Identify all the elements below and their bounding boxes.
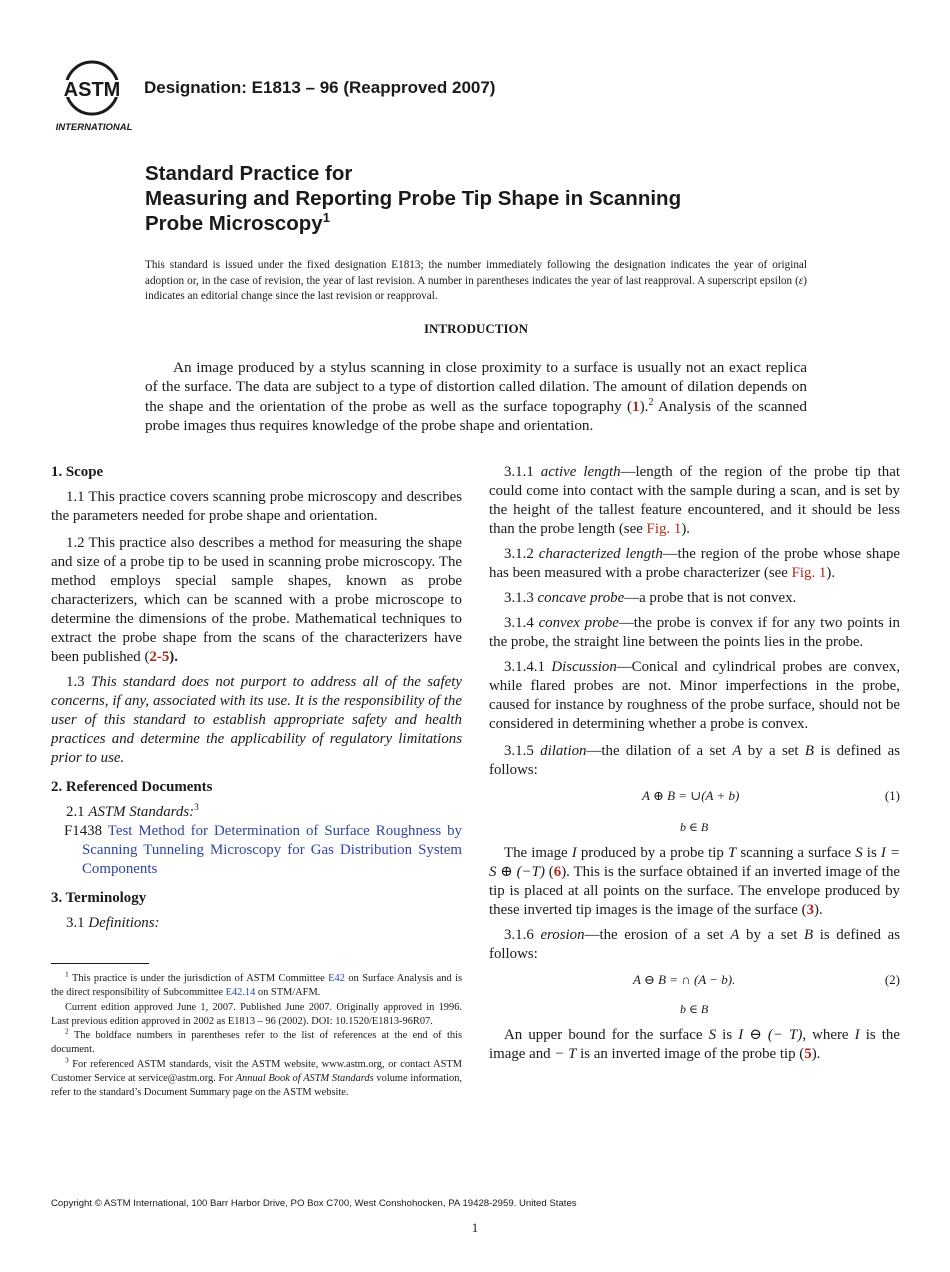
subcommittee-e42-14-link[interactable]: E42.14 [225, 987, 256, 999]
image-var-i: I [571, 845, 577, 861]
upper-a: An upper bound for the surface [504, 1027, 709, 1043]
def-3-1-5-term: dilation [540, 743, 587, 759]
def-erosion [489, 926, 900, 964]
upper-var-t: − T [554, 1046, 577, 1062]
image-definition [489, 844, 900, 920]
issuance-note [145, 258, 807, 305]
def-3-1-5-b: by a set [741, 743, 805, 759]
title-line-3-text: Probe Microscopy [145, 212, 323, 235]
image-p-f: ). This is the surface obtained if an inverted image of the tip is placed at all points on the surface. The envelope produced by these inverted tip images is the image of the surface ( [489, 864, 900, 918]
ref-6-link[interactable]: 6 [553, 864, 562, 880]
doc-title-link[interactable]: Test Method for Determination of Surface Roughness by Scanning Tunneling Microscopy for Gas Distribution System Components [82, 823, 462, 877]
equation-2-number: (2) [884, 972, 900, 987]
def-3-1-2-term: characterized length [538, 546, 663, 562]
def-3-1-4-1-term: Discussion [551, 659, 617, 675]
image-p-c: scanning a surface [736, 845, 856, 861]
footnote-3-mark: 3 [65, 1055, 69, 1065]
term-3-1 [51, 914, 462, 933]
logo-sub-text: INTERNATIONAL [55, 122, 133, 133]
scope-1-3-text: This standard does not purport to address all of the safety concerns, if any, associated with its use. It is the responsibility of the user of this standard to establish appropriate safety and health practices and determine the applicability of regulatory limitations prior to use. [51, 674, 462, 766]
image-p-b: produced by a probe tip [576, 845, 728, 861]
equation-1-sub-text: b ∈ B [680, 820, 709, 834]
left-column [51, 463, 462, 933]
issuance-pre: This standard is issued under the fixed designation E1813; the number immediately following the designation indicates the year of original adoption or, in the case of revision, the year of last revision. A number in parentheses indicates the year of last reapproval. A superscript epsilon ( [145, 259, 807, 287]
equation-2-expr: A ⊖ B = ∩ (A − b). [633, 972, 736, 987]
def-3-1-1-end: ). [681, 521, 690, 537]
astm-logo-mark [52, 58, 136, 134]
page-number: 1 [471, 1220, 479, 1235]
image-p-g: ). [814, 902, 823, 918]
footnotes [51, 969, 462, 1101]
scope-1-1: 1.1 This practice covers scanning probe microscopy and describes the parameters needed for probe shape and orientation. [51, 489, 462, 524]
def-3-1-6-term: erosion [540, 927, 585, 943]
upper-var-s: S [708, 1027, 717, 1043]
scope-1-2-num: 1.2 [66, 535, 85, 551]
def-3-1-1-term: active length [540, 464, 621, 480]
title-line-1: Standard Practice for [145, 162, 353, 185]
title-line-3 [145, 211, 865, 236]
upper-b: is [716, 1027, 739, 1043]
scope-ref-2-5[interactable]: 2-5 [149, 649, 170, 665]
document-title [145, 161, 865, 236]
upper-c: , where [802, 1027, 855, 1043]
def-3-1-5-c: is defined as follows: [489, 743, 901, 778]
def-3-1-5-a: —the dilation of a set [586, 743, 733, 759]
intro-ref-close: ). [639, 397, 649, 415]
image-var-s: S [855, 845, 863, 861]
referenced-doc-f1438 [51, 822, 462, 879]
ref-2-1 [51, 803, 462, 822]
image-formula: I = S ⊕ (−T) [489, 845, 900, 880]
footnote-1-b: on Surface Analysis and is the direct responsibility of Subcommittee [51, 973, 462, 999]
scope-1-2-text: This practice also describes a method for measuring the shape and size of a probe tip to be used in scanning probe microscopy. The method employs special sample shapes, known as probe characterizers, which can be scanned with a probe microscope to determine the dimensions of the probe. Mathematical techniques to extract the probe shape from the scans of the characterizers have been published ( [51, 535, 462, 665]
scope-1-2 [51, 534, 462, 667]
upper-var-i: I [854, 1027, 860, 1043]
scope-ref-close: ). [169, 649, 178, 665]
footnote-rule [51, 963, 149, 964]
image-p-e: ( [544, 864, 554, 880]
equation-1 [489, 784, 900, 806]
def-3-1-3-num: 3.1.3 [504, 590, 534, 606]
footnote-2 [51, 1026, 462, 1058]
def-characterized-length [489, 545, 900, 583]
def-3-1-5-num: 3.1.5 [504, 743, 534, 759]
ref-3-link[interactable]: 3 [806, 902, 815, 918]
ref-2-1-num: 2.1 [66, 804, 85, 820]
footnote-1-c: on STM/AFM. [255, 987, 321, 999]
equation-2-subscript [489, 996, 900, 1018]
def-3-1-4-num: 3.1.4 [504, 615, 534, 631]
def-active-length [489, 463, 900, 539]
upper-bound-text [489, 1026, 900, 1064]
logo-main-text: ASTM [63, 79, 121, 101]
scope-1-3-num: 1.3 [66, 674, 85, 690]
def-3-1-6-a: —the erosion of a set [584, 927, 731, 943]
referenced-documents-heading: 2. Referenced Documents [51, 779, 213, 795]
def-3-1-4-1-num: 3.1.4.1 [504, 659, 545, 675]
terminology-heading: 3. Terminology [51, 890, 147, 906]
title-footnote-mark: 1 [322, 210, 330, 226]
upper-f: ). [811, 1046, 821, 1062]
doc-code: F1438 [64, 823, 103, 839]
intro-text-b: Analysis of the scanned probe images thus requires knowledge of the probe shape and orientation. [145, 397, 808, 434]
def-3-1-3-term: concave probe [537, 590, 625, 606]
equation-2 [489, 968, 900, 990]
def-3-1-6-c: is defined as follows: [489, 927, 901, 962]
image-var-t: T [727, 845, 737, 861]
set-a: A [732, 743, 742, 759]
fig-1-link[interactable]: Fig. 1 [791, 565, 827, 581]
scope-heading: 1. Scope [51, 464, 104, 480]
committee-e42-link[interactable]: E42 [328, 973, 345, 984]
def-convex-discussion [489, 658, 900, 734]
footnote-3-a: For referenced ASTM standards, visit the ASTM website, www.astm.org, or contact ASTM Customer Service at service@astm.org. For [51, 1058, 462, 1085]
footnote-2-text: The boldface numbers in parentheses refer to the list of references at the end of this document. [51, 1030, 462, 1056]
footnote-1-edition: Current edition approved June 1, 2007. Published June 2007. Originally approved in 1996. Last previous edition approved in 2002 as E1813 – 96 (2002). DOI: 10.1520/E1813-96R07. [51, 1001, 462, 1027]
introduction-heading: INTRODUCTION [423, 321, 528, 336]
def-3-1-6-b: by a set [739, 927, 804, 943]
ref-2-1-label: ASTM Standards: [88, 804, 195, 820]
def-3-1-2-end: ). [826, 565, 836, 581]
ref-5-link[interactable]: 5 [804, 1046, 812, 1062]
equation-1-number: (1) [884, 788, 900, 803]
def-3-1-1-text: —length of the region of the probe tip that could come into contact with the sample during a scan, and is set by the height of the tallest feature encountered, and it should be less than the probe length (see [489, 464, 900, 537]
def-3-1-3-text: —a probe that is not convex. [624, 590, 797, 606]
intro-text-a: An image produced by a stylus scanning in close proximity to a surface is usually not an exact replica of the surface. The data are subject to a type of distortion called dilation. The amount of dilation depends on the shape and the orientation of the probe as well as the surface topography ( [145, 359, 807, 415]
intro-footnote-2: 2 [648, 396, 654, 408]
fig-1-link[interactable]: Fig. 1 [646, 521, 682, 537]
ref-footnote-3: 3 [194, 803, 199, 814]
footnote-3 [51, 1055, 462, 1101]
upper-formula: I ⊖ (− T) [738, 1027, 803, 1043]
footnote-3-ital: Annual Book of ASTM Standards [235, 1073, 374, 1085]
def-3-1-6-num: 3.1.6 [504, 927, 534, 943]
footnote-1 [51, 969, 462, 1001]
issuance-post: ) indicates an editorial change since the last revision or reapproval. [145, 274, 807, 302]
def-concave-probe [489, 589, 900, 608]
copyright-notice: Copyright © ASTM International, 100 Barr Harbor Drive, PO Box C700, West Conshohocken, PA 19428-2959. United States [51, 1198, 577, 1209]
right-column [489, 463, 900, 1064]
def-3-1-2-num: 3.1.2 [504, 546, 534, 562]
scope-1-3 [51, 673, 462, 768]
def-3-1-2-text: —the region of the probe whose shape has been measured with a probe characterizer (see [489, 546, 900, 581]
def-convex-probe [489, 614, 900, 652]
term-3-1-label: Definitions: [88, 915, 160, 931]
footnote-2-mark: 2 [65, 1026, 69, 1036]
set-b: B [803, 927, 814, 943]
issuance-eps: ε [798, 274, 804, 287]
image-p-a: The image [504, 845, 572, 861]
term-3-1-num: 3.1 [66, 915, 85, 931]
upper-e: is an inverted image of the probe tip ( [576, 1046, 805, 1062]
def-3-1-4-term: convex probe [538, 615, 619, 631]
title-line-2: Measuring and Reporting Probe Tip Shape in Scanning [145, 187, 682, 210]
astm-logo [52, 58, 136, 134]
footnote-1-a: This practice is under the jurisdiction of ASTM Committee [72, 973, 329, 984]
def-3-1-4-1-text: —Conical and cylindrical probes are convex, while flared probes are not. Minor imperfections in the probe, caused for instance by roughness of the probe surface, should not be considered in determining whether a probe is convex. [489, 659, 900, 732]
image-p-d: is [862, 845, 881, 861]
footnote-1-mark: 1 [65, 969, 69, 979]
def-3-1-1-num: 3.1.1 [504, 464, 534, 480]
introduction-text [145, 358, 807, 435]
def-dilation [489, 742, 900, 780]
intro-ref-1[interactable]: 1 [632, 397, 640, 415]
set-a: A [730, 927, 740, 943]
equation-1-subscript [489, 814, 900, 836]
set-b: B [804, 743, 814, 759]
def-3-1-4-text: —the probe is convex if for any two points in the probe, the straight line between the points lies in the probe. [489, 615, 900, 650]
footnote-3-b: volume information, refer to the standard’s Document Summary page on the ASTM website. [51, 1073, 462, 1099]
equation-2-sub-text: b ∈ B [680, 1002, 709, 1016]
equation-1-expr: A ⊕ B = ∪(A + b) [642, 788, 740, 803]
designation: Designation: E1813 – 96 (Reapproved 2007) [144, 78, 496, 97]
upper-d: is the image and [489, 1027, 900, 1062]
